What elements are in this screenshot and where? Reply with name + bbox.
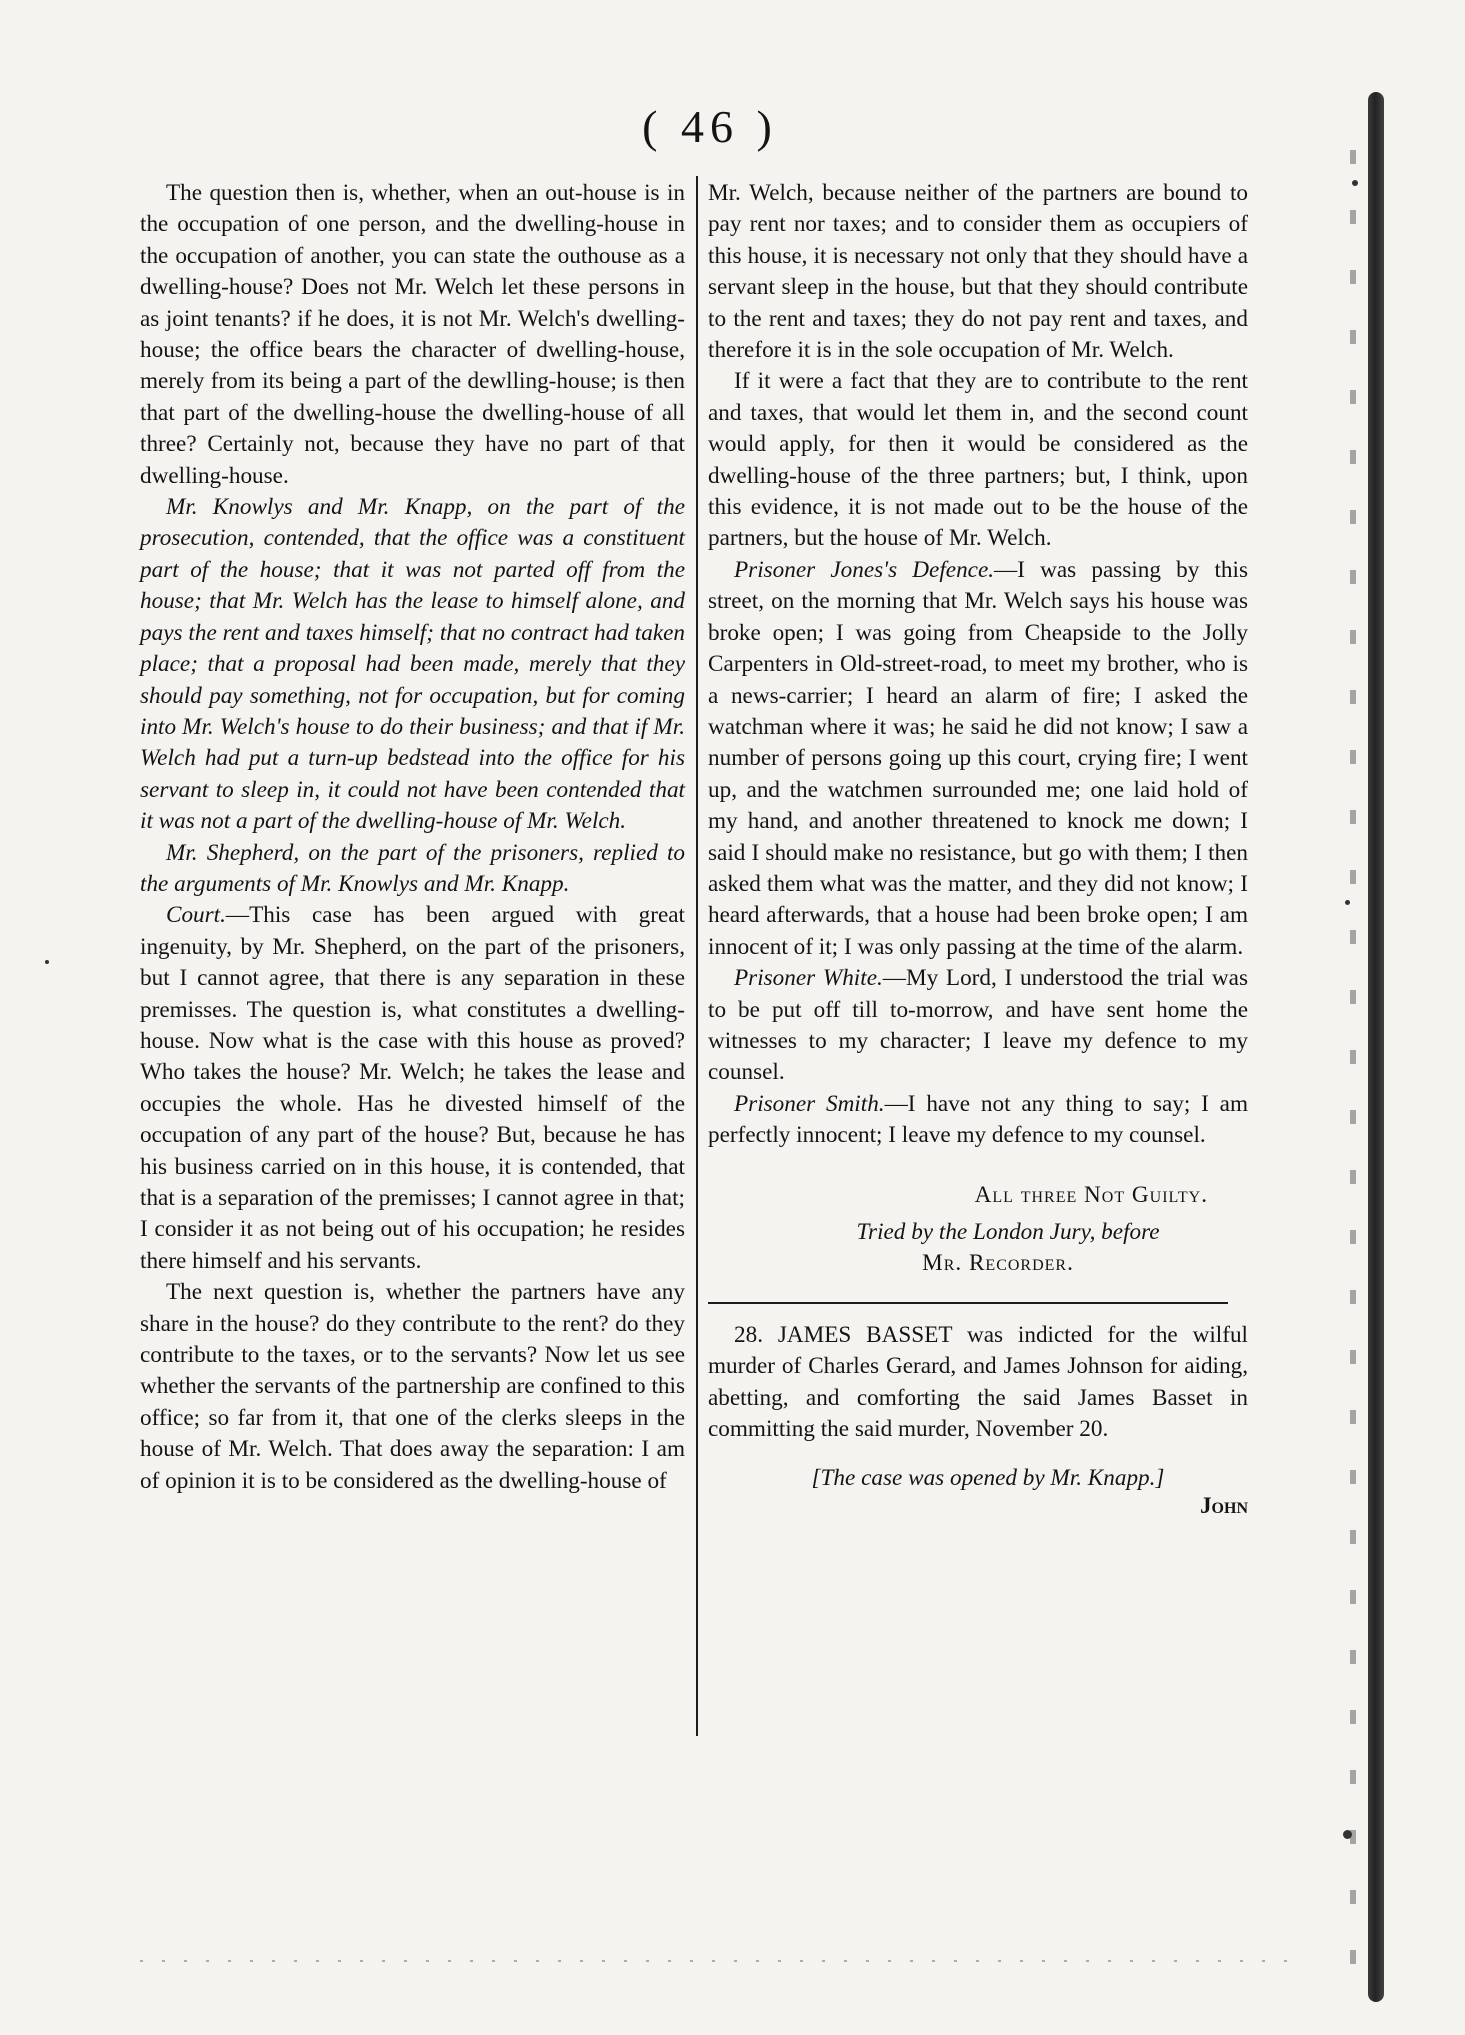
right-column [708, 178, 1248, 1522]
scan-noise [140, 1960, 1290, 1962]
right-para-3-jones-defence [708, 555, 1248, 963]
verdict: All three Not Guilty. [974, 1181, 1208, 1208]
white-text: —My Lord, I understood the trial was to be put off till to-morrow, and have sent home the witnesses to my character; I leave my defence to my counsel. [708, 965, 1248, 1086]
smith-lead: Prisoner Smith. [734, 1090, 885, 1117]
right-para-2: If it were a fact that they are to contribute to the rent and taxes, that would let them in, and the second count would apply, for then it would be considered as the dwelling-house of the three partners; but, I think, upon this evidence, it is not made out to be the house of the partners, but the house of Mr. Welch. [708, 368, 1248, 552]
catchword: John [1199, 1492, 1248, 1519]
jones-text: —I was passing by this street, on the morning that Mr. Welch says his house was broke open; I was going from Cheapside to the Jolly Carpenters in Old-street-road, to meet my brother, who is a news-carrier; I heard an alarm of fire; I asked the watchman where it was; he said he did not know; I saw a number of persons going up this court, crying fire; I went up, and the watchmen surrounded me; one laid hold of my hand, and another threatened to knock me down; I said I should make no resistance, but go with them; I then asked them what was the matter, and they did not know; I heard afterwards, that a house had been broke open; I am innocent of it; I was only passing at the time of the alarm. [708, 556, 1248, 960]
scan-speck [1352, 180, 1358, 186]
right-para-5-smith [708, 1089, 1248, 1152]
tried-by-line: Tried by the London Jury, before [856, 1219, 1160, 1245]
left-para-5: The next question is, whether the partners have any share in the house? do they contribute to the rent? do they contribute to the taxes, or to the servants? Now let us see whether the servants of the partnership are confined to this office; so far from it, that one of the clerks sleeps in the house of Mr. Welch. That does away the separation: I am of opinion it is to be considered as the dwelling-house of [140, 1279, 685, 1494]
white-lead: Prisoner White. [734, 965, 883, 992]
court-lead: Court. [166, 902, 226, 929]
column-divider [696, 176, 698, 1736]
right-para-4-white [708, 963, 1248, 1089]
binding-edge [1368, 92, 1384, 2002]
page-number: ( 46 ) [642, 101, 778, 152]
scan-speck [45, 960, 49, 964]
left-para-4-court [140, 900, 685, 1277]
scan-speck [1343, 1830, 1352, 1839]
left-para-1: The question then is, whether, when an out-house is in the occupation of one person, and the dwelling-house in the occupation of another, you can state the outhouse as a dwelling-house? Does not Mr. Welch let these persons in as joint tenants? if he does, it is not Mr. Welch's dwelling-house; the office bears the character of dwelling-house, merely from its being a part of the dewlling-house; is then that part of the dwelling-house the dwelling-house of all three? Certainly not, because they have no part of that dwelling-house. [140, 180, 685, 489]
scan-speck [1345, 900, 1350, 905]
smith-text: —I have not any thing to say; I am perfectly innocent; I leave my defence to my counsel. [708, 1090, 1248, 1149]
case-opened-note: [The case was opened by Mr. Knapp.] [811, 1465, 1165, 1492]
left-column [140, 178, 685, 1497]
jones-lead: Prisoner Jones's Defence. [734, 556, 995, 583]
binding-shadow [1350, 150, 1356, 1970]
case-28-heading: 28. JAMES BASSET was indicted for the wilful murder of Charles Gerard, and James Johnson for aiding, abetting, and comforting the said James Basset in committing the said murder, November 20. [708, 1321, 1248, 1443]
left-para-3-counsel-prisoners: Mr. Shepherd, on the part of the prisoners, replied to the arguments of Mr. Knowlys and Mr. Knapp. [140, 839, 685, 897]
right-para-1-continued: Mr. Welch, because neither of the partners are bound to pay rent nor taxes; and to consider them as occupiers of this house, it is necessary not only that they should have a servant sleep in the house, but that they should contribute to the rent and taxes; they do not pay rent and taxes, and therefore it is in the sole occupation of Mr. Welch. [708, 180, 1248, 364]
court-text: —This case has been argued with great ingenuity, by Mr. Shepherd, on the part of the prisoners, but I cannot agree, that there is any separation in these premisses. The question is, what constitutes a dwelling-house. Now what is the case with this house as proved? Who takes the house? Mr. Welch; he takes the lease and occupies the whole. Has he divested himself of the occupation of any part of the house? But, because he has his business carried on in this house, it is contended, that that is a separation of the premisses; I cannot agree in that; I consider it as not being out of his occupation; he resides there himself and his servants. [140, 902, 685, 1274]
section-rule [708, 1302, 1228, 1304]
before-recorder: Mr. Recorder. [922, 1250, 1074, 1277]
left-para-2-counsel-prosecution: Mr. Knowlys and Mr. Knapp, on the part of the prosecution, contended, that the office was a constituent part of the house; that it was not parted off from the house; that Mr. Welch has the lease to himself alone, and pays the rent and taxes himself; that no contract had taken place; that a proposal had been made, merely that they should pay something, not for occupation, but for coming into Mr. Welch's house to do their business; and that if Mr. Welch had put a turn-up bedstead into the office for his servant to sleep in, it could not have been contended that it was not a part of the dwelling-house of Mr. Welch. [140, 494, 685, 835]
